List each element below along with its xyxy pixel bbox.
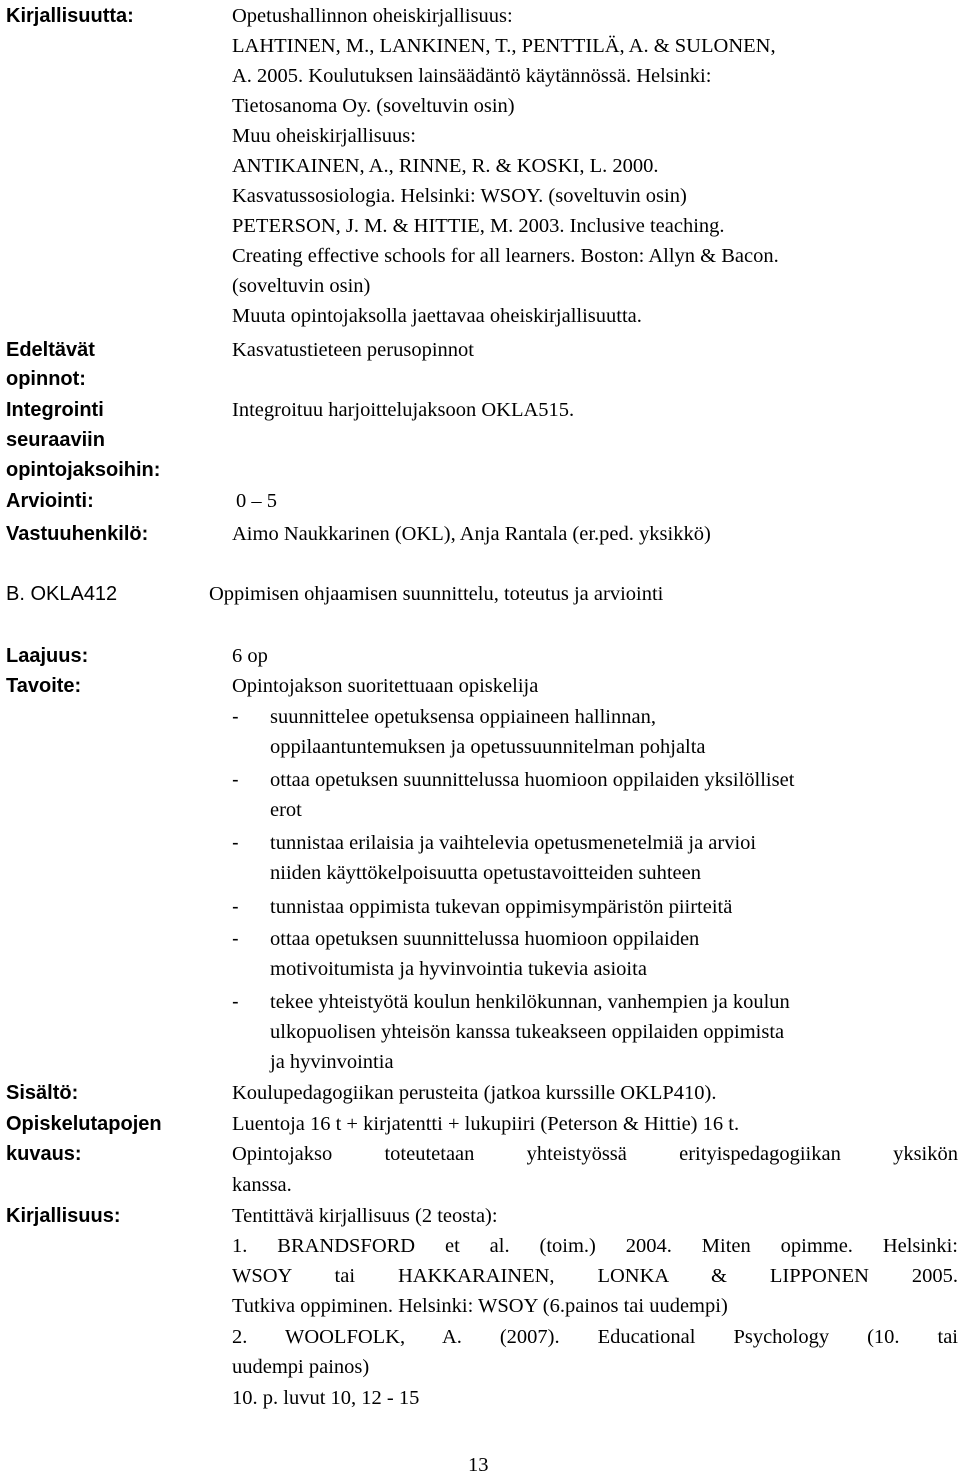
kirjallisuutta-label: Kirjallisuutta: [6,5,134,27]
sisalto-label: Sisältö: [6,1082,79,1104]
kirjallisuutta-line: LAHTINEN, M., LANKINEN, T., PENTTILÄ, A. & SULONEN, [232,35,776,57]
kirjallisuus-line: WSOY tai HAKKARAINEN, LONKA & LIPPONEN 2005. [232,1265,958,1287]
kirjallisuutta-line: (soveltuvin osin) [232,275,371,297]
kirjallisuutta-line: Muuta opintojaksolla jaettavaa oheiskirjallisuutta. [232,305,642,327]
course-code: B. OKLA412 [6,583,118,605]
tavoite-item-cont: oppilaantuntemuksen ja opetussuunnitelman pohjalta [270,736,706,758]
edeltavat-value: Kasvatustieteen perusopinnot [232,339,474,361]
kirjallisuutta-line: ANTIKAINEN, A., RINNE, R. & KOSKI, L. 2000. [232,155,659,177]
tavoite-item-cont: niiden käyttökelpoisuutta opetustavoitteiden suhteen [270,862,701,884]
tavoite-item-cont: ulkopuolisen yhteisön kanssa tukeakseen oppilaiden oppimista [270,1021,785,1043]
opiskelutavat-line: kanssa. [232,1174,292,1196]
kirjallisuus-line: Tentittävä kirjallisuus (2 teosta): [232,1205,498,1227]
vastuuhenkilo-label: Vastuuhenkilö: [6,523,149,545]
vastuuhenkilo-value: Aimo Naukkarinen (OKL), Anja Rantala (er.ped. yksikkö) [232,523,711,545]
bullet-dash: - [232,896,239,918]
kirjallisuus-line: uudempi painos) [232,1356,370,1378]
arviointi-label: Arviointi: [6,490,94,512]
kirjallisuutta-line: Creating effective schools for all learners. Boston: Allyn & Bacon. [232,245,779,267]
tavoite-intro: Opintojakson suoritettuaan opiskelija [232,675,539,697]
kirjallisuus-line: 2. WOOLFOLK, A. (2007). Educational Psychology (10. tai [232,1326,958,1348]
kirjallisuus-label: Kirjallisuus: [6,1205,121,1227]
bullet-dash: - [232,991,239,1013]
integrointi-label-cont: opintojaksoihin: [6,459,161,481]
integrointi-label: Integrointi [6,399,104,421]
tavoite-item: ottaa opetuksen suunnittelussa huomioon oppilaiden yksilölliset [270,769,795,791]
kirjallisuus-line: 1. BRANDSFORD et al. (toim.) 2004. Miten opimme. Helsinki: [232,1235,958,1257]
kirjallisuus-line: Tutkiva oppiminen. Helsinki: WSOY (6.painos tai uudempi) [232,1295,728,1317]
integrointi-value: Integroituu harjoittelujaksoon OKLA515. [232,399,575,421]
bullet-dash: - [232,928,239,950]
tavoite-item-cont: ja hyvinvointia [270,1051,394,1073]
arviointi-value: 0 – 5 [236,490,277,512]
opiskelutavat-label-cont: kuvaus: [6,1143,82,1165]
tavoite-item-cont: motivoitumista ja hyvinvointia tukevia asioita [270,958,647,980]
opiskelutavat-line: Luentoja 16 t + kirjatentti + lukupiiri (Peterson & Hittie) 16 t. [232,1113,740,1135]
tavoite-item-cont: erot [270,799,302,821]
sisalto-value: Koulupedagogiikan perusteita (jatkoa kurssille OKLP410). [232,1082,717,1104]
tavoite-label: Tavoite: [6,675,82,697]
kirjallisuutta-line: Kasvatussosiologia. Helsinki: WSOY. (soveltuvin osin) [232,185,687,207]
tavoite-item: tekee yhteistyötä koulun henkilökunnan, vanhempien ja koulun [270,991,790,1013]
integrointi-label-cont: seuraaviin [6,429,105,451]
laajuus-value: 6 op [232,645,268,667]
bullet-dash: - [232,769,239,791]
tavoite-item: ottaa opetuksen suunnittelussa huomioon oppilaiden [270,928,700,950]
kirjallisuutta-line: Opetushallinnon oheiskirjallisuus: [232,5,513,27]
kirjallisuutta-line: PETERSON, J. M. & HITTIE, M. 2003. Inclusive teaching. [232,215,725,237]
bullet-dash: - [232,832,239,854]
opiskelutavat-label: Opiskelutapojen [6,1113,162,1135]
course-title: Oppimisen ohjaamisen suunnittelu, toteutus ja arviointi [209,583,664,605]
kirjallisuutta-line: Tietosanoma Oy. (soveltuvin osin) [232,95,515,117]
edeltavat-label: Edeltävät [6,339,95,361]
laajuus-label: Laajuus: [6,645,89,667]
kirjallisuutta-line: Muu oheiskirjallisuus: [232,125,416,147]
kirjallisuus-line: 10. p. luvut 10, 12 - 15 [232,1387,420,1409]
tavoite-item: tunnistaa erilaisia ja vaihtelevia opetusmenetelmiä ja arvioi [270,832,757,854]
opiskelutavat-line: Opintojakso toteutetaan yhteistyössä erityispedagogiikan yksikön [232,1143,958,1165]
edeltavat-label-cont: opinnot: [6,368,86,390]
tavoite-item: suunnittelee opetuksensa oppiaineen hallinnan, [270,706,656,728]
bullet-dash: - [232,706,239,728]
page-number: 13 [468,1454,489,1476]
kirjallisuutta-line: A. 2005. Koulutuksen lainsäädäntö käytännössä. Helsinki: [232,65,712,87]
tavoite-item: tunnistaa oppimista tukevan oppimisympäristön piirteitä [270,896,733,918]
